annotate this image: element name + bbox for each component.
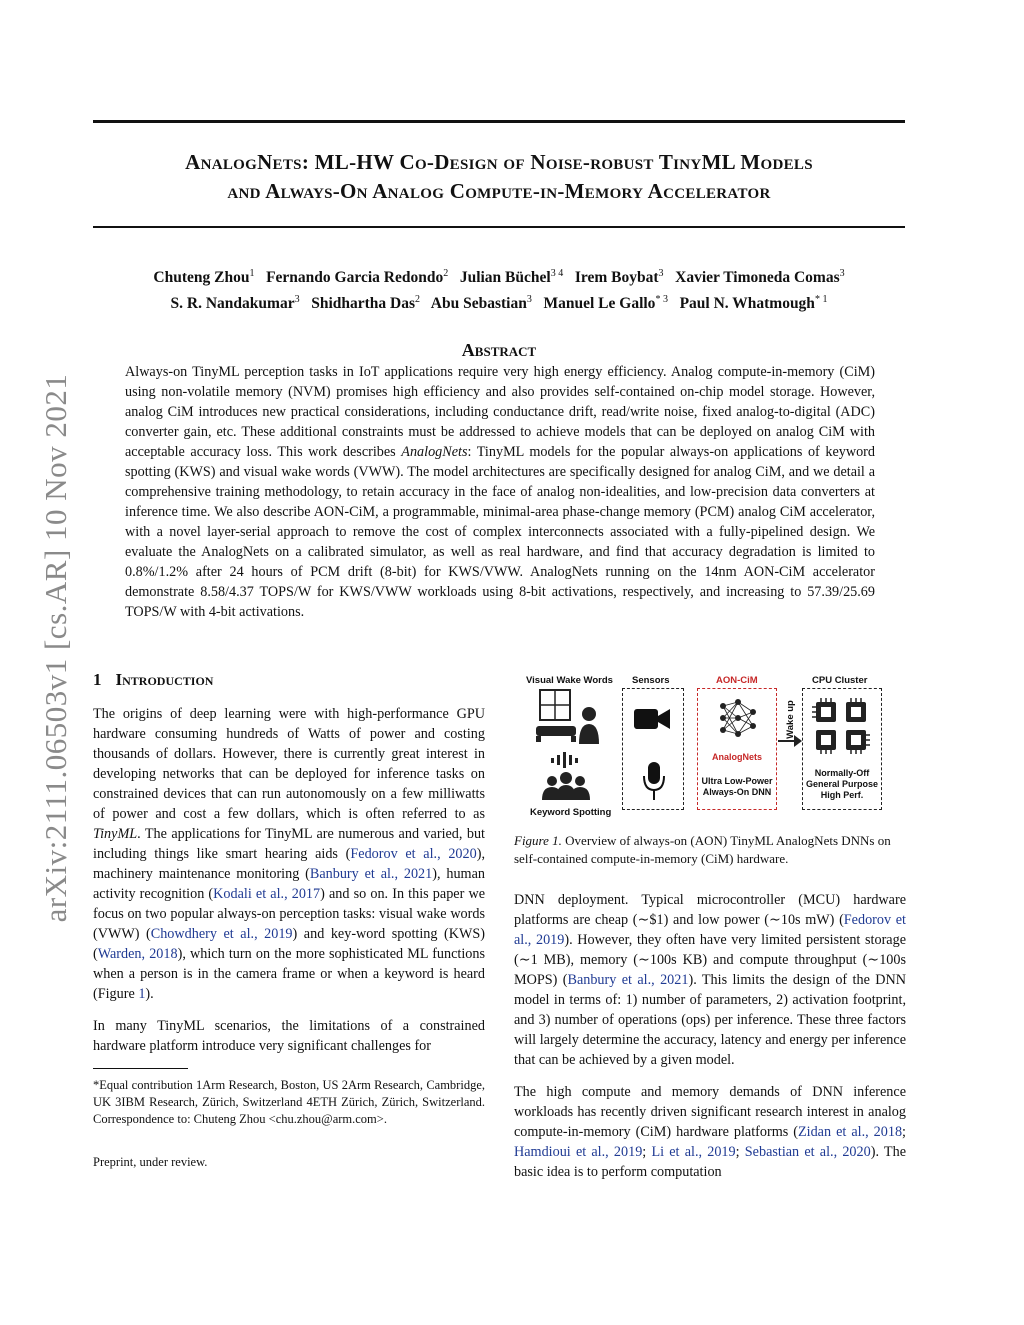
author: Shidhartha Das bbox=[311, 295, 416, 313]
citation-link[interactable]: Warden, 2018 bbox=[97, 946, 178, 962]
left-column bbox=[93, 670, 485, 1172]
label-ultra-low-power: Ultra Low-Power Always-On DNN bbox=[701, 776, 773, 797]
room-scene-icon bbox=[532, 688, 602, 748]
author: Julian Büchel bbox=[459, 269, 551, 287]
citation-link[interactable]: Fedorov et al., 2020 bbox=[350, 846, 477, 862]
keyword-spotting-icon bbox=[538, 752, 598, 802]
camera-icon bbox=[634, 706, 672, 732]
citation-link[interactable]: Sebastian et al., 2020 bbox=[744, 1144, 871, 1160]
title-bottom-rule bbox=[93, 226, 905, 228]
neural-network-icon bbox=[717, 696, 759, 740]
authors-line-2: S. R. Nandakumar$^3$ Shidhartha Das$^2$ Abu Sebastian$^3$ Manuel Le Gallo$^{* 3}$ Paul N. Whatmough$^{* 1}$ bbox=[170, 294, 828, 313]
top-rule bbox=[93, 120, 905, 123]
figure-1-caption: Figure 1. Overview of always-on (AON) TinyML AnalogNets DNNs on self-contained compute-in-memory (CiM) hardware. bbox=[514, 833, 891, 866]
abstract-heading: Abstract bbox=[461, 340, 537, 360]
figure-1 bbox=[514, 670, 906, 820]
figure-ref-link[interactable]: 1 bbox=[138, 986, 146, 1002]
author-list bbox=[93, 263, 905, 315]
authors-line-1: Chuteng Zhou$^1$ Fernando Garcia Redondo$^2$ Julian Büchel$^{3 4}$ Irem Boybat$^3$ Xavier Timoneda Comas$^3$ bbox=[153, 268, 845, 287]
title-line-2: and Always-On Analog Compute-in-Memory Accelerator bbox=[227, 179, 771, 203]
author: S. R. Nandakumar bbox=[170, 295, 295, 313]
citation-link[interactable]: Banbury et al., 2021 bbox=[567, 972, 689, 988]
section-heading: 1 Introduction bbox=[93, 670, 214, 689]
citation-link[interactable]: Fedorov et al., 2019 bbox=[514, 912, 906, 948]
author: Paul N. Whatmough bbox=[679, 295, 815, 313]
author: Xavier Timoneda Comas bbox=[675, 269, 840, 287]
right-paragraph-1: DNN deployment. Typical microcontroller (MCU) hardware platforms are cheap (∼$1) and low power (∼10s mW) (Fedorov et al., 2019). However, they often have very limited persistent storage (∼1 MB), memory (∼100s KB) and compute throughput (∼100s MOPS) (Banbury et al., 2021). This limits the design of the DNN model in terms of: 1) number of parameters, 2) activation footprint, and 3) number of operations (ops) per inference. These three factors will largely determine the accuracy, latency and energy per inference that can be achieved by a given model. bbox=[514, 892, 907, 1068]
author: Chuteng Zhou bbox=[153, 269, 250, 287]
author: Abu Sebastian bbox=[430, 295, 527, 313]
label-wake-up: Wake up bbox=[784, 700, 796, 739]
arxiv-side-identifier: arXiv:2111.06503v1 [cs.AR] 10 Nov 2021 bbox=[38, 373, 73, 923]
label-normally-off: Normally-Off General Purpose High Perf. bbox=[805, 768, 879, 800]
author: Fernando Garcia Redondo bbox=[266, 269, 444, 287]
right-paragraph-2: The high compute and memory demands of DNN inference workloads has recently driven significant research interest in analog compute-in-memory (CiM) hardware platforms (Zidan et al., 2018; Hamdioui et al., 2019; Li et al., 2019; Sebastian et al., 2020). The basic idea is to perform computation bbox=[514, 1084, 906, 1180]
intro-paragraph-2: In many TinyML scenarios, the limitations of a constrained hardware platform introduce very significant challenges for bbox=[93, 1018, 485, 1054]
preprint-note: Preprint, under review. bbox=[93, 1155, 208, 1169]
author: Manuel Le Gallo bbox=[543, 295, 656, 313]
label-analognets: AnalogNets bbox=[711, 752, 762, 762]
citation-link[interactable]: Hamdioui et al., 2019 bbox=[514, 1144, 643, 1160]
abstract-body: Always-on TinyML perception tasks in IoT applications require very high energy efficiency. Analog compute-in-memory (CiM) using non-volatile memory (NVM) promises high efficiency and also provides self-contained on-chip model storage. However, analog CiM introduces new practical considerations, including conductance drift, read/write noise, fixed analog-to-digital (ADC) converter gain, etc. These additional constraints must be addressed to achieve models that can be deployed on analog CiM with acceptable accuracy loss. This work describes AnalogNets: TinyML models for the popular always-on applications of keyword spotting (KWS) and visual wake words (VWW). The model architectures are specifically designed for analog CiM, and we detail a comprehensive training methodology, to retain accuracy in the face of analog non-idealities, and low-precision data converters at inference time. We also describe AON-CiM, a programmable, minimal-area phase-change memory (PCM) analog CiM accelerator, with a novel layer-serial approach to remove the cost of complex interconnects associated with a fully-pipelined design. We evaluate the AnalogNets on a calibrated simulator, as well as real hardware, and find that accuracy degradation is limited to 0.8%/1.2% after 24 hours of PCM drift (8-bit) for KWS/VWW. AnalogNets running on the 14nm AON-CiM accelerator demonstrate 8.58/4.37 TOPS/W for KWS/VWW workloads using 8-bit activations, respectively, and increasing to 57.39/25.69 TOPS/W with 4-bit activations. bbox=[125, 364, 875, 620]
citation-link[interactable]: Chowdhery et al., 2019 bbox=[150, 926, 293, 942]
footnote-rule bbox=[93, 1068, 188, 1069]
label-visual-wake-words: Visual Wake Words bbox=[526, 675, 613, 686]
label-sensors: Sensors bbox=[632, 675, 670, 686]
paper-title bbox=[93, 148, 905, 206]
label-keyword-spotting: Keyword Spotting bbox=[530, 807, 612, 818]
citation-link[interactable]: Kodali et al., 2017 bbox=[213, 886, 321, 902]
title-line-1: AnalogNets: ML-HW Co-Design of Noise-robust TinyML Models bbox=[185, 150, 813, 174]
right-column bbox=[514, 890, 906, 1194]
intro-paragraph-1: The origins of deep learning were with high-performance GPU hardware consuming hundreds of Watts of power and costing thousands of dollars. However, there is currently great interest in developing networks that can be deployed for inference tasks on constrained devices that can run autonomously on a few milliwatts of power and cost a few dollars, which is often referred to as TinyML. The applications for TinyML are numerous and varied, but including things like smart hearing aids (Fedorov et al., 2020), machinery maintenance monitoring (Banbury et al., 2021), human activity recognition (Kodali et al., 2017) and so on. In this paper we focus on two popular always-on perception tasks: visual wake words (VWW) (Chowdhery et al., 2019) and key-word spotting (KWS) (Warden, 2018), which turn on the more sophisticated ML functions when a person is in the camera frame or when a keyword is heard (Figure 1). bbox=[93, 706, 485, 1002]
cpu-chip-icons bbox=[812, 698, 872, 754]
affiliation-footnote: *Equal contribution 1Arm Research, Boston, US 2Arm Research, Cambridge, UK 3IBM Research, Zürich, Switzerland 4ETH Zürich, Zürich, Switzerland. Correspondence to: Chuteng Zhou <chu.zhou@arm.com>. bbox=[93, 1078, 485, 1126]
label-aon-cim: AON-CiM bbox=[716, 675, 758, 686]
citation-link[interactable]: Zidan et al., 2018 bbox=[797, 1124, 903, 1140]
label-cpu-cluster: CPU Cluster bbox=[812, 675, 868, 686]
citation-link[interactable]: Banbury et al., 2021 bbox=[309, 866, 433, 882]
author: Irem Boybat bbox=[574, 269, 659, 287]
microphone-icon bbox=[642, 762, 666, 802]
citation-link[interactable]: Li et al., 2019 bbox=[651, 1144, 736, 1160]
